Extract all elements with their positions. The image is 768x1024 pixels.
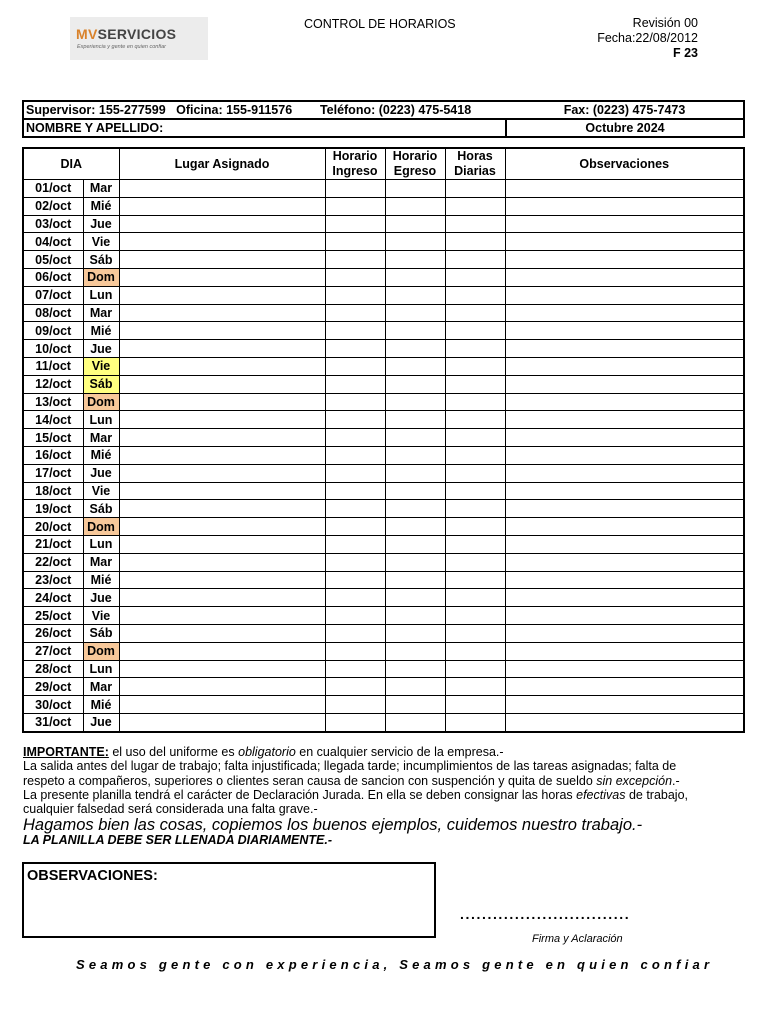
- lugar-cell[interactable]: [119, 393, 325, 411]
- table-row: [23, 535, 744, 553]
- date-cell: 18/oct: [23, 482, 83, 500]
- observaciones-cell[interactable]: [505, 589, 744, 607]
- weekday-cell: Lun: [83, 660, 119, 678]
- ingreso-cell[interactable]: [325, 500, 385, 518]
- observaciones-cell[interactable]: [505, 286, 744, 304]
- egreso-cell[interactable]: [385, 322, 445, 340]
- weekday-cell: Vie: [83, 357, 119, 375]
- date-cell: 30/oct: [23, 696, 83, 714]
- date-cell: 01/oct: [23, 180, 83, 198]
- horas-cell[interactable]: [445, 340, 505, 358]
- important-notes: [23, 745, 743, 816]
- horas-cell[interactable]: [445, 251, 505, 269]
- ingreso-cell[interactable]: [325, 215, 385, 233]
- egreso-cell[interactable]: [385, 571, 445, 589]
- table-row: [23, 713, 744, 731]
- date-cell: 05/oct: [23, 251, 83, 269]
- ingreso-cell[interactable]: [325, 446, 385, 464]
- table-row: [23, 393, 744, 411]
- date-cell: 27/oct: [23, 642, 83, 660]
- ingreso-cell[interactable]: [325, 518, 385, 536]
- observaciones-cell[interactable]: [505, 535, 744, 553]
- observaciones-cell[interactable]: [505, 678, 744, 696]
- weekday-cell: Mar: [83, 553, 119, 571]
- revision-text: Revisión 00: [632, 16, 698, 30]
- observaciones-cell[interactable]: [505, 429, 744, 447]
- ingreso-cell[interactable]: [325, 411, 385, 429]
- horas-cell[interactable]: [445, 553, 505, 571]
- table-row: [23, 215, 744, 233]
- table-row: [23, 518, 744, 536]
- observaciones-cell[interactable]: [505, 696, 744, 714]
- egreso-cell[interactable]: [385, 518, 445, 536]
- ingreso-cell[interactable]: [325, 180, 385, 198]
- egreso-cell[interactable]: [385, 429, 445, 447]
- weekday-cell: Mié: [83, 571, 119, 589]
- logo-tagline: Experiencia y gente en quien confiar: [77, 44, 166, 50]
- egreso-cell[interactable]: [385, 642, 445, 660]
- attendance-table: [22, 147, 745, 733]
- date-cell: 15/oct: [23, 429, 83, 447]
- table-row: [23, 464, 744, 482]
- lugar-cell[interactable]: [119, 215, 325, 233]
- table-row: [23, 429, 744, 447]
- date-cell: 09/oct: [23, 322, 83, 340]
- egreso-cell[interactable]: [385, 215, 445, 233]
- lugar-cell[interactable]: [119, 713, 325, 731]
- lugar-cell[interactable]: [119, 660, 325, 678]
- egreso-cell[interactable]: [385, 713, 445, 731]
- ingreso-cell[interactable]: [325, 233, 385, 251]
- header-egreso: Horario Egreso: [385, 148, 445, 180]
- observaciones-cell[interactable]: [505, 660, 744, 678]
- horas-cell[interactable]: [445, 286, 505, 304]
- revision-block: [597, 16, 698, 61]
- table-row: [23, 304, 744, 322]
- logo-wordmark: MVSERVICIOS: [76, 26, 177, 42]
- horas-cell[interactable]: [445, 607, 505, 625]
- note-line-3: respeto a compañeros, superiores o clientes seran causa de sancion con suspención y quita de sueldo sin excepción.-: [23, 773, 680, 788]
- horas-cell[interactable]: [445, 304, 505, 322]
- egreso-cell[interactable]: [385, 624, 445, 642]
- date-cell: 23/oct: [23, 571, 83, 589]
- signature-line: ...............................: [460, 906, 631, 922]
- date-cell: 06/oct: [23, 268, 83, 286]
- horas-cell[interactable]: [445, 642, 505, 660]
- observaciones-cell[interactable]: [505, 322, 744, 340]
- header-horas: Horas Diarias: [445, 148, 505, 180]
- weekday-cell: Dom: [83, 268, 119, 286]
- table-row: [23, 696, 744, 714]
- slogan: Hagamos bien las cosas, copiemos los buenos ejemplos, cuidemos nuestro trabajo.-: [23, 816, 643, 834]
- lugar-cell[interactable]: [119, 535, 325, 553]
- egreso-cell[interactable]: [385, 286, 445, 304]
- revision-date: Fecha:22/08/2012: [597, 31, 698, 45]
- ingreso-cell[interactable]: [325, 429, 385, 447]
- horas-cell[interactable]: [445, 535, 505, 553]
- weekday-cell: Sáb: [83, 251, 119, 269]
- table-row: [23, 607, 744, 625]
- fill-daily-notice: LA PLANILLA DEBE SER LLENADA DIARIAMENTE.-: [23, 833, 333, 847]
- weekday-cell: Mar: [83, 304, 119, 322]
- note-line-4: La presente planilla tendrá el carácter de Declaración Jurada. En ella se deben consignar las horas efectivas de trabajo,: [23, 787, 689, 802]
- lugar-cell[interactable]: [119, 500, 325, 518]
- date-cell: 03/oct: [23, 215, 83, 233]
- weekday-cell: Jue: [83, 340, 119, 358]
- weekday-cell: Jue: [83, 215, 119, 233]
- ingreso-cell[interactable]: [325, 535, 385, 553]
- lugar-cell[interactable]: [119, 518, 325, 536]
- lugar-cell[interactable]: [119, 464, 325, 482]
- table-row: [23, 286, 744, 304]
- header-ingreso: Horario Ingreso: [325, 148, 385, 180]
- date-cell: 21/oct: [23, 535, 83, 553]
- lugar-cell[interactable]: [119, 482, 325, 500]
- weekday-cell: Mar: [83, 678, 119, 696]
- note-line-1: IMPORTANTE: el uso del uniforme es obligatorio en cualquier servicio de la empresa.-: [23, 745, 504, 759]
- table-row: [23, 660, 744, 678]
- header-lugar: Lugar Asignado: [119, 148, 325, 180]
- weekday-cell: Vie: [83, 482, 119, 500]
- weekday-cell: Mar: [83, 429, 119, 447]
- table-row: [23, 375, 744, 393]
- observaciones-cell[interactable]: [505, 233, 744, 251]
- table-row: [23, 357, 744, 375]
- ingreso-cell[interactable]: [325, 375, 385, 393]
- date-cell: 12/oct: [23, 375, 83, 393]
- table-row: [23, 571, 744, 589]
- table-row: [23, 553, 744, 571]
- observaciones-cell[interactable]: [505, 482, 744, 500]
- lugar-cell[interactable]: [119, 696, 325, 714]
- weekday-cell: Jue: [83, 464, 119, 482]
- horas-cell[interactable]: [445, 624, 505, 642]
- observaciones-cell[interactable]: [505, 464, 744, 482]
- horas-cell[interactable]: [445, 357, 505, 375]
- lugar-cell[interactable]: [119, 607, 325, 625]
- ingreso-cell[interactable]: [325, 393, 385, 411]
- ingreso-cell[interactable]: [325, 571, 385, 589]
- lugar-cell[interactable]: [119, 624, 325, 642]
- ingreso-cell[interactable]: [325, 251, 385, 269]
- observaciones-cell[interactable]: [505, 268, 744, 286]
- egreso-cell[interactable]: [385, 411, 445, 429]
- weekday-cell: Lun: [83, 286, 119, 304]
- contact-info-table: [22, 100, 745, 138]
- weekday-cell: Dom: [83, 393, 119, 411]
- lugar-cell[interactable]: [119, 375, 325, 393]
- lugar-cell[interactable]: [119, 589, 325, 607]
- telephone: Teléfono: (0223) 475-5418: [319, 103, 472, 117]
- egreso-cell[interactable]: [385, 357, 445, 375]
- date-cell: 14/oct: [23, 411, 83, 429]
- horas-cell[interactable]: [445, 180, 505, 198]
- lugar-cell[interactable]: [119, 571, 325, 589]
- date-cell: 19/oct: [23, 500, 83, 518]
- date-cell: 16/oct: [23, 446, 83, 464]
- horas-cell[interactable]: [445, 713, 505, 731]
- observaciones-cell[interactable]: [505, 251, 744, 269]
- table-row: [23, 678, 744, 696]
- horas-cell[interactable]: [445, 393, 505, 411]
- table-row: [23, 268, 744, 286]
- observaciones-cell[interactable]: [505, 357, 744, 375]
- observaciones-cell[interactable]: [505, 500, 744, 518]
- horas-cell[interactable]: [445, 500, 505, 518]
- date-cell: 26/oct: [23, 624, 83, 642]
- contact-cell: [23, 101, 506, 119]
- ingreso-cell[interactable]: [325, 589, 385, 607]
- observaciones-cell[interactable]: [505, 624, 744, 642]
- horas-cell[interactable]: [445, 589, 505, 607]
- horas-cell[interactable]: [445, 375, 505, 393]
- date-cell: 25/oct: [23, 607, 83, 625]
- ingreso-cell[interactable]: [325, 322, 385, 340]
- fax: Fax: (0223) 475-7473: [563, 103, 686, 117]
- date-cell: 04/oct: [23, 233, 83, 251]
- weekday-cell: Jue: [83, 713, 119, 731]
- lugar-cell[interactable]: [119, 678, 325, 696]
- ingreso-cell[interactable]: [325, 713, 385, 731]
- name-field[interactable]: NOMBRE Y APELLIDO:: [23, 119, 506, 137]
- observaciones-cell[interactable]: [505, 375, 744, 393]
- observaciones-cell[interactable]: [505, 180, 744, 198]
- horas-cell[interactable]: [445, 464, 505, 482]
- lugar-cell[interactable]: [119, 642, 325, 660]
- weekday-cell: Mié: [83, 322, 119, 340]
- date-cell: 02/oct: [23, 197, 83, 215]
- weekday-cell: Mié: [83, 446, 119, 464]
- lugar-cell[interactable]: [119, 286, 325, 304]
- note-line-2: La salida antes del lugar de trabajo; falta injustificada; llegada tarde; incumplimientos de las tareas asignadas; falta de: [23, 759, 677, 774]
- table-row: [23, 411, 744, 429]
- lugar-cell[interactable]: [119, 197, 325, 215]
- table-row: [23, 322, 744, 340]
- observaciones-cell[interactable]: [505, 571, 744, 589]
- table-row: [23, 233, 744, 251]
- ingreso-cell[interactable]: [325, 696, 385, 714]
- lugar-cell[interactable]: [119, 446, 325, 464]
- ingreso-cell[interactable]: [325, 607, 385, 625]
- date-cell: 22/oct: [23, 553, 83, 571]
- date-cell: 28/oct: [23, 660, 83, 678]
- contact-row: [23, 101, 744, 119]
- horas-cell[interactable]: [445, 197, 505, 215]
- table-row: [23, 251, 744, 269]
- lugar-cell[interactable]: [119, 304, 325, 322]
- date-cell: 11/oct: [23, 357, 83, 375]
- company-logo: [70, 17, 208, 60]
- weekday-cell: Lun: [83, 411, 119, 429]
- ingreso-cell[interactable]: [325, 553, 385, 571]
- date-cell: 10/oct: [23, 340, 83, 358]
- weekday-cell: Mar: [83, 180, 119, 198]
- horas-cell[interactable]: [445, 446, 505, 464]
- egreso-cell[interactable]: [385, 446, 445, 464]
- observaciones-cell[interactable]: [505, 553, 744, 571]
- table-row: [23, 180, 744, 198]
- horas-cell[interactable]: [445, 215, 505, 233]
- signature-caption: Firma y Aclaración: [532, 933, 623, 945]
- observaciones-cell[interactable]: [505, 197, 744, 215]
- ingreso-cell[interactable]: [325, 268, 385, 286]
- table-row: [23, 624, 744, 642]
- note-line-5: cualquier falsedad será considerada una falta grave.-: [23, 802, 318, 817]
- table-row: [23, 197, 744, 215]
- ingreso-cell[interactable]: [325, 357, 385, 375]
- observaciones-cell[interactable]: [505, 393, 744, 411]
- ingreso-cell[interactable]: [325, 660, 385, 678]
- egreso-cell[interactable]: [385, 340, 445, 358]
- egreso-cell[interactable]: [385, 696, 445, 714]
- weekday-cell: Sáb: [83, 624, 119, 642]
- date-cell: 17/oct: [23, 464, 83, 482]
- lugar-cell[interactable]: [119, 553, 325, 571]
- date-cell: 20/oct: [23, 518, 83, 536]
- egreso-cell[interactable]: [385, 553, 445, 571]
- office-phone: Oficina: 155-911576: [176, 103, 293, 117]
- ingreso-cell[interactable]: [325, 642, 385, 660]
- observaciones-cell[interactable]: [505, 411, 744, 429]
- lugar-cell[interactable]: [119, 322, 325, 340]
- egreso-cell[interactable]: [385, 660, 445, 678]
- horas-cell[interactable]: [445, 571, 505, 589]
- date-cell: 29/oct: [23, 678, 83, 696]
- supervisor-phone: Supervisor: 155-277599: [26, 103, 166, 117]
- ingreso-cell[interactable]: [325, 286, 385, 304]
- observaciones-cell[interactable]: [505, 215, 744, 233]
- ingreso-cell[interactable]: [325, 304, 385, 322]
- date-cell: 07/oct: [23, 286, 83, 304]
- observaciones-cell[interactable]: [505, 713, 744, 731]
- weekday-cell: Mié: [83, 696, 119, 714]
- egreso-cell[interactable]: [385, 535, 445, 553]
- form-code: F 23: [672, 46, 698, 60]
- egreso-cell[interactable]: [385, 500, 445, 518]
- egreso-cell[interactable]: [385, 464, 445, 482]
- date-cell: 24/oct: [23, 589, 83, 607]
- egreso-cell[interactable]: [385, 375, 445, 393]
- footer-motto: Seamos gente con experiencia, Seamos gente en quien confiar: [76, 957, 714, 972]
- important-label: IMPORTANTE:: [23, 745, 109, 759]
- lugar-cell[interactable]: [119, 340, 325, 358]
- header-dia: DIA: [23, 148, 119, 180]
- name-row: [23, 119, 744, 137]
- horas-cell[interactable]: [445, 518, 505, 536]
- egreso-cell[interactable]: [385, 197, 445, 215]
- ingreso-cell[interactable]: [325, 464, 385, 482]
- weekday-cell: Mié: [83, 197, 119, 215]
- table-row: [23, 642, 744, 660]
- lugar-cell[interactable]: [119, 357, 325, 375]
- header-observaciones: Observaciones: [505, 148, 744, 180]
- weekday-cell: Sáb: [83, 500, 119, 518]
- egreso-cell[interactable]: [385, 607, 445, 625]
- ingreso-cell[interactable]: [325, 678, 385, 696]
- egreso-cell[interactable]: [385, 304, 445, 322]
- observaciones-cell[interactable]: [505, 642, 744, 660]
- date-cell: 13/oct: [23, 393, 83, 411]
- observaciones-cell[interactable]: [505, 607, 744, 625]
- weekday-cell: Sáb: [83, 375, 119, 393]
- egreso-cell[interactable]: [385, 678, 445, 696]
- observaciones-cell[interactable]: [505, 340, 744, 358]
- weekday-cell: Dom: [83, 642, 119, 660]
- observaciones-cell[interactable]: [505, 304, 744, 322]
- lugar-cell[interactable]: [119, 411, 325, 429]
- weekday-cell: Jue: [83, 589, 119, 607]
- weekday-cell: Dom: [83, 518, 119, 536]
- fax-cell: [506, 101, 744, 119]
- table-header-row: [23, 148, 744, 180]
- egreso-cell[interactable]: [385, 393, 445, 411]
- egreso-cell[interactable]: [385, 251, 445, 269]
- table-row: [23, 589, 744, 607]
- horas-cell[interactable]: [445, 268, 505, 286]
- ingreso-cell[interactable]: [325, 340, 385, 358]
- horas-cell[interactable]: [445, 411, 505, 429]
- date-cell: 31/oct: [23, 713, 83, 731]
- document-title: CONTROL DE HORARIOS: [304, 17, 456, 31]
- lugar-cell[interactable]: [119, 429, 325, 447]
- horas-cell[interactable]: [445, 660, 505, 678]
- weekday-cell: Lun: [83, 535, 119, 553]
- observaciones-cell[interactable]: [505, 518, 744, 536]
- table-row: [23, 500, 744, 518]
- lugar-cell[interactable]: [119, 268, 325, 286]
- egreso-cell[interactable]: [385, 589, 445, 607]
- egreso-cell[interactable]: [385, 233, 445, 251]
- ingreso-cell[interactable]: [325, 624, 385, 642]
- ingreso-cell[interactable]: [325, 197, 385, 215]
- horas-cell[interactable]: [445, 482, 505, 500]
- table-row: [23, 482, 744, 500]
- observations-label: OBSERVACIONES:: [27, 868, 158, 884]
- date-cell: 08/oct: [23, 304, 83, 322]
- weekday-cell: Vie: [83, 607, 119, 625]
- horas-cell[interactable]: [445, 233, 505, 251]
- horas-cell[interactable]: [445, 696, 505, 714]
- lugar-cell[interactable]: [119, 233, 325, 251]
- horas-cell[interactable]: [445, 678, 505, 696]
- egreso-cell[interactable]: [385, 268, 445, 286]
- weekday-cell: Vie: [83, 233, 119, 251]
- egreso-cell[interactable]: [385, 180, 445, 198]
- table-row: [23, 446, 744, 464]
- month-label: Octubre 2024: [506, 119, 744, 137]
- table-row: [23, 340, 744, 358]
- horas-cell[interactable]: [445, 429, 505, 447]
- observations-box[interactable]: [22, 862, 436, 938]
- lugar-cell[interactable]: [119, 251, 325, 269]
- horas-cell[interactable]: [445, 322, 505, 340]
- egreso-cell[interactable]: [385, 482, 445, 500]
- observaciones-cell[interactable]: [505, 446, 744, 464]
- ingreso-cell[interactable]: [325, 482, 385, 500]
- lugar-cell[interactable]: [119, 180, 325, 198]
